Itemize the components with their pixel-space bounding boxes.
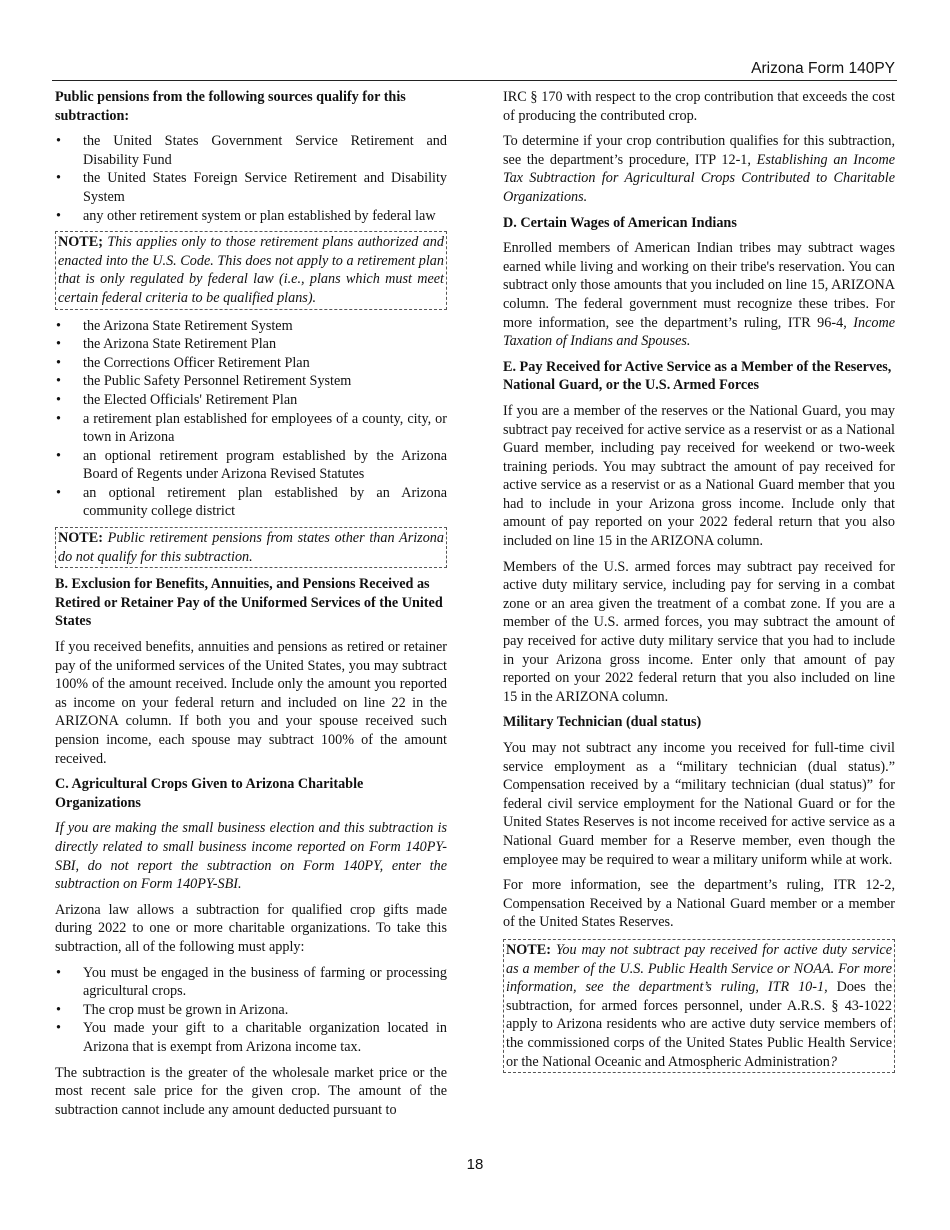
list-item: • the United States Foreign Service Retirement and Disability System: [55, 169, 447, 206]
section-b-body: If you received benefits, annuities and pensions as retired or retainer pay of the uniformed services of the United States, you may subtract 100% of the amount received. Include only the amount you reported as income on your federal return and included on line 22 in the ARIZONA column. If both you and your spouse received such pension income, each spouse may subtract 100% of the amount received.: [55, 639, 447, 767]
list-item: • the Arizona State Retirement Plan: [55, 335, 447, 354]
section-c-heading: C. Agricultural Crops Given to Arizona Charitable Organizations: [55, 776, 364, 811]
list-item: • the United States Government Service Retirement and Disability Fund: [55, 132, 447, 169]
section-e-para2: Members of the U.S. armed forces may subtract pay received for active duty military service, including pay for serving in a combat zone or an area given the treatment of a combat zone. If you are a member of the U.S. armed forces, you may subtract the amount of pay received for active duty military service that you had to include in your Arizona gross income. Enter only that amount of pay reported on your 2022 federal return that you also included on line 15 in the ARIZONA column.: [503, 558, 895, 705]
crop-determine-para: [503, 132, 895, 206]
military-tech-para2: For more information, see the department’s ruling, ITR 12-2, Compensation Received by a National Guard member or a member of the United States Reserves.: [503, 877, 895, 931]
page-number: 18: [466, 1156, 484, 1173]
list-item: • the Arizona State Retirement System: [55, 317, 447, 336]
note-text: This applies only to those retirement plans authorized and enacted into the U.S. Code. This does not apply to a retirement plan that is only regulated by federal law (i.e., plans which must meet certain federal criteria to be qualified plans).: [58, 234, 444, 306]
list-item: • the Corrections Officer Retirement Plan: [55, 354, 447, 373]
arizona-sources-list: [55, 317, 447, 522]
form-title: Arizona Form 140PY: [751, 60, 895, 77]
military-tech-para1: You may not subtract any income you received for full-time civil service employment as a “military technician (dual status).” Compensation received by a “military technician (dual status)” for federal civil service employment for the National Guard or for the United States Reserves is not income received for active service as a National Guard member for a Reserve member, even though the employee may be required to wear a military uniform while at work.: [503, 740, 895, 868]
list-item: • any other retirement system or plan established by federal law: [55, 207, 447, 226]
section-d-heading: D. Certain Wages of American Indians: [503, 214, 737, 231]
list-item: • the Elected Officials' Retirement Plan: [55, 391, 447, 410]
note-label: NOTE;: [58, 234, 103, 251]
determine-title: Establishing an Income Tax Subtraction for Agricultural Crops Contributed to Charitable Organizations.: [503, 151, 896, 205]
list-item: • a retirement plan established for employees of a county, city, or town in Arizona: [55, 410, 447, 447]
section-c-closing: The subtraction is the greater of the wholesale market price or the most recent sale price for the given crop. The amount of the subtraction cannot include any amount deducted pursuant to: [55, 1064, 447, 1118]
section-d-text: Enrolled members of American Indian tribes may subtract wages earned while living and working on their tribe's reservation. You can subtract only those amounts that you included on line 15, ARIZONA column. The federal government must recognize these tribes. For more information, see the department’s ruling, ITR 96-4,: [503, 240, 895, 331]
continuation-text: IRC § 170 with respect to the crop contribution that exceeds the cost of producing the contributed crop.: [503, 89, 895, 124]
right-column: [503, 88, 895, 1080]
section-d-title: Income Taxation of Indians and Spouses.: [503, 314, 896, 350]
federal-sources-list: [55, 132, 447, 225]
determine-text: To determine if your crop contribution qualifies for this subtraction, see the department’s procedure, ITP 12-1,: [503, 133, 895, 168]
section-d-body: [503, 239, 895, 351]
list-item: • an optional retirement plan established by an Arizona community college district: [55, 484, 447, 521]
section-e-para1: If you are a member of the reserves or the National Guard, you may subtract pay received for active service as a reservist or as a National Guard member, including pay received for weekend or two-week training periods. You may subtract the amount of pay received for active service as a reservist or as a National Guard member that you had to include in your Arizona gross income. Include only that amount of pay reported on your 2022 federal return that you also included on line 15 in the ARIZONA column.: [503, 402, 895, 550]
list-item: • You made your gift to a charitable organization located in Arizona that is exempt from Arizona income tax.: [55, 1019, 447, 1056]
note-italic-text: You may not subtract pay received for active duty service as a member of the U.S. Public Health Service or NOAA. For more information, see the department’s ruling, ITR 10-1,: [506, 941, 892, 996]
note-public-health: [503, 939, 895, 1073]
left-column: [55, 88, 447, 1126]
note-label: NOTE:: [58, 530, 103, 547]
note-other-states: [55, 527, 447, 568]
section-c-italic-text: If you are making the small business election and this subtraction is directly related to small business income reported on Form 140PY-SBI, do not report the subtraction on Form 140PY, enter the subtraction on Form 140PY-SBI.: [55, 820, 447, 893]
section-c-italic-note: [55, 819, 447, 893]
section-c-body: Arizona law allows a subtraction for qualified crop gifts made during 2022 to one or more charitable organizations. To take this subtraction, all of the following must apply:: [55, 901, 447, 955]
note-end: ?: [829, 1053, 837, 1070]
public-pensions-heading: Public pensions from the following sources qualify for this subtraction:: [55, 89, 406, 124]
crop-requirements-list: [55, 964, 447, 1057]
section-e-heading: E. Pay Received for Active Service as a Member of the Reserves, National Guard, or the U.S. Armed Forces: [503, 358, 892, 394]
section-b-heading: B. Exclusion for Benefits, Annuities, and Pensions Received as Retired or Retainer Pay of the Uniformed Services of the United States: [55, 576, 443, 630]
page-header: [52, 58, 897, 81]
list-item: • You must be engaged in the business of farming or processing agricultural crops.: [55, 964, 447, 1001]
note-text: Public retirement pensions from states other than Arizona do not qualify for this subtraction.: [58, 530, 444, 565]
note-plain-text: Does the subtraction, for armed forces personnel, under A.R.S. § 43-1022 apply to Arizona residents who are active duty service members of the commissioned corps of the United States Public Health Service or the National Oceanic and Atmospheric Administration: [506, 979, 893, 1070]
list-item: • an optional retirement program established by the Arizona Board of Regents under Arizona Revised Statutes: [55, 447, 447, 484]
list-item: • The crop must be grown in Arizona.: [55, 1001, 447, 1020]
note-label: NOTE:: [506, 941, 551, 958]
military-tech-heading: Military Technician (dual status): [503, 714, 702, 731]
note-federal-plans: [55, 231, 447, 309]
list-item: • the Public Safety Personnel Retirement System: [55, 372, 447, 391]
